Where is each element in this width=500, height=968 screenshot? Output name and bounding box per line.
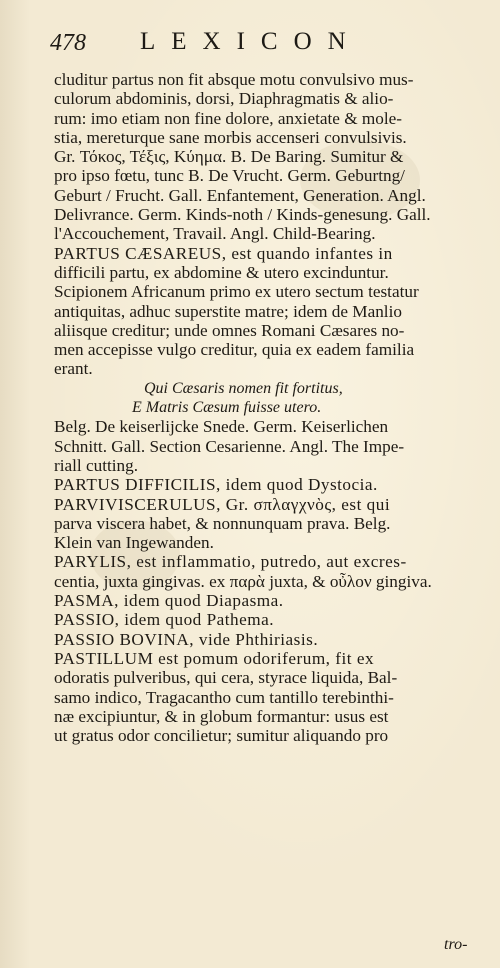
running-title: LEXICON [140,28,362,55]
text-line: næ excipiuntur, & in globum formantur: usus est [54,706,389,726]
text-line: Schnitt. Gall. Section Cesarienne. Angl. The Impe- [54,436,405,456]
page-number: 478 [50,30,86,56]
entry-pasma: PASMA, idem quod Diapasma. [54,591,284,611]
text-line: rum: imo etiam non fine dolore, anxietate & mole- [54,108,402,128]
entry-parvivisceru lus: PARVIVISCERULUS, Gr. σπλαγχνὸς, est qui [54,494,391,514]
text-line: erant. [54,359,93,379]
entry-pastillum: PASTILLUM est pomum odoriferum, fit ex [54,648,375,668]
text-line: antiquitas, adhuc superstite matre; idem de Manlio [54,301,402,321]
page-header [0,28,500,60]
entry-parylis: PARYLIS, est inflammatio, putredo, aut excres- [54,552,407,572]
text-line: aliisque creditur; unde omnes Romani Cæsares no- [54,320,405,340]
text-line: Delivrance. Germ. Kinds-noth / Kinds-genesung. Gall. [54,205,431,225]
verse-line: E Matris Cæsum fuisse utero. [132,399,322,417]
text-line: ut gratus odor concilietur; sumitur aliquando pro [54,726,389,746]
entry-partus-difficilis: PARTUS DIFFICILIS, idem quod Dystocia. [54,475,378,495]
text-line: odoratis pulveribus, qui cera, styrace liquida, Bal- [54,668,398,688]
text-line: difficili partu, ex abdomine & utero excinduntur. [54,262,389,282]
text-line: stia, mereturque sane morbis accenseri convulsivis. [54,127,407,147]
text-line: Geburt / Frucht. Gall. Enfantement, Generation. Angl. [54,185,426,205]
entry-passio-bovina: PASSIO BOVINA, vide Phthiriasis. [54,629,319,649]
text-line: Scipionem Africanum primo ex utero sectum testatur [54,282,419,302]
text-line: riall cutting. [54,455,139,475]
text-line: l'Accouchement, Travail. Angl. Child-Bearing. [54,224,376,244]
text-line: cluditur partus non fit absque motu convulsivo mus- [54,70,414,89]
text-body [54,70,474,745]
text-line: samo indico, Tragacantho cum tantillo terebinthi- [54,687,394,707]
text-line: men accepisse vulgo creditur, quia ex eadem familia [54,340,415,360]
text-line: centia, juxta gingivas. ex παρὰ juxta, & οὖλον gingiva. [54,571,432,591]
catchword: tro- [444,936,468,953]
text-line: parva viscera habet, & nonnunquam prava. Belg. [54,513,391,533]
entry-passio: PASSIO, idem quod Pathema. [54,610,275,630]
text-line: Belg. De keiserlijcke Snede. Germ. Keiserlichen [54,417,389,437]
text-line: Gr. Τόκος, Τέξις, Κύημα. B. De Baring. Sumitur & [54,147,404,167]
text-line: pro ipso fœtu, tunc B. De Vrucht. Germ. Geburtng/ [54,166,405,186]
entry-partus-caesareus: PARTUS CÆSAREUS, est quando infantes in [54,243,393,263]
text-line: culorum abdominis, dorsi, Diaphragmatis & alio- [54,89,394,109]
verse-line: Qui Cæsaris nomen fit fortitus, [144,379,343,397]
text-line: Klein van Ingewanden. [54,533,214,553]
